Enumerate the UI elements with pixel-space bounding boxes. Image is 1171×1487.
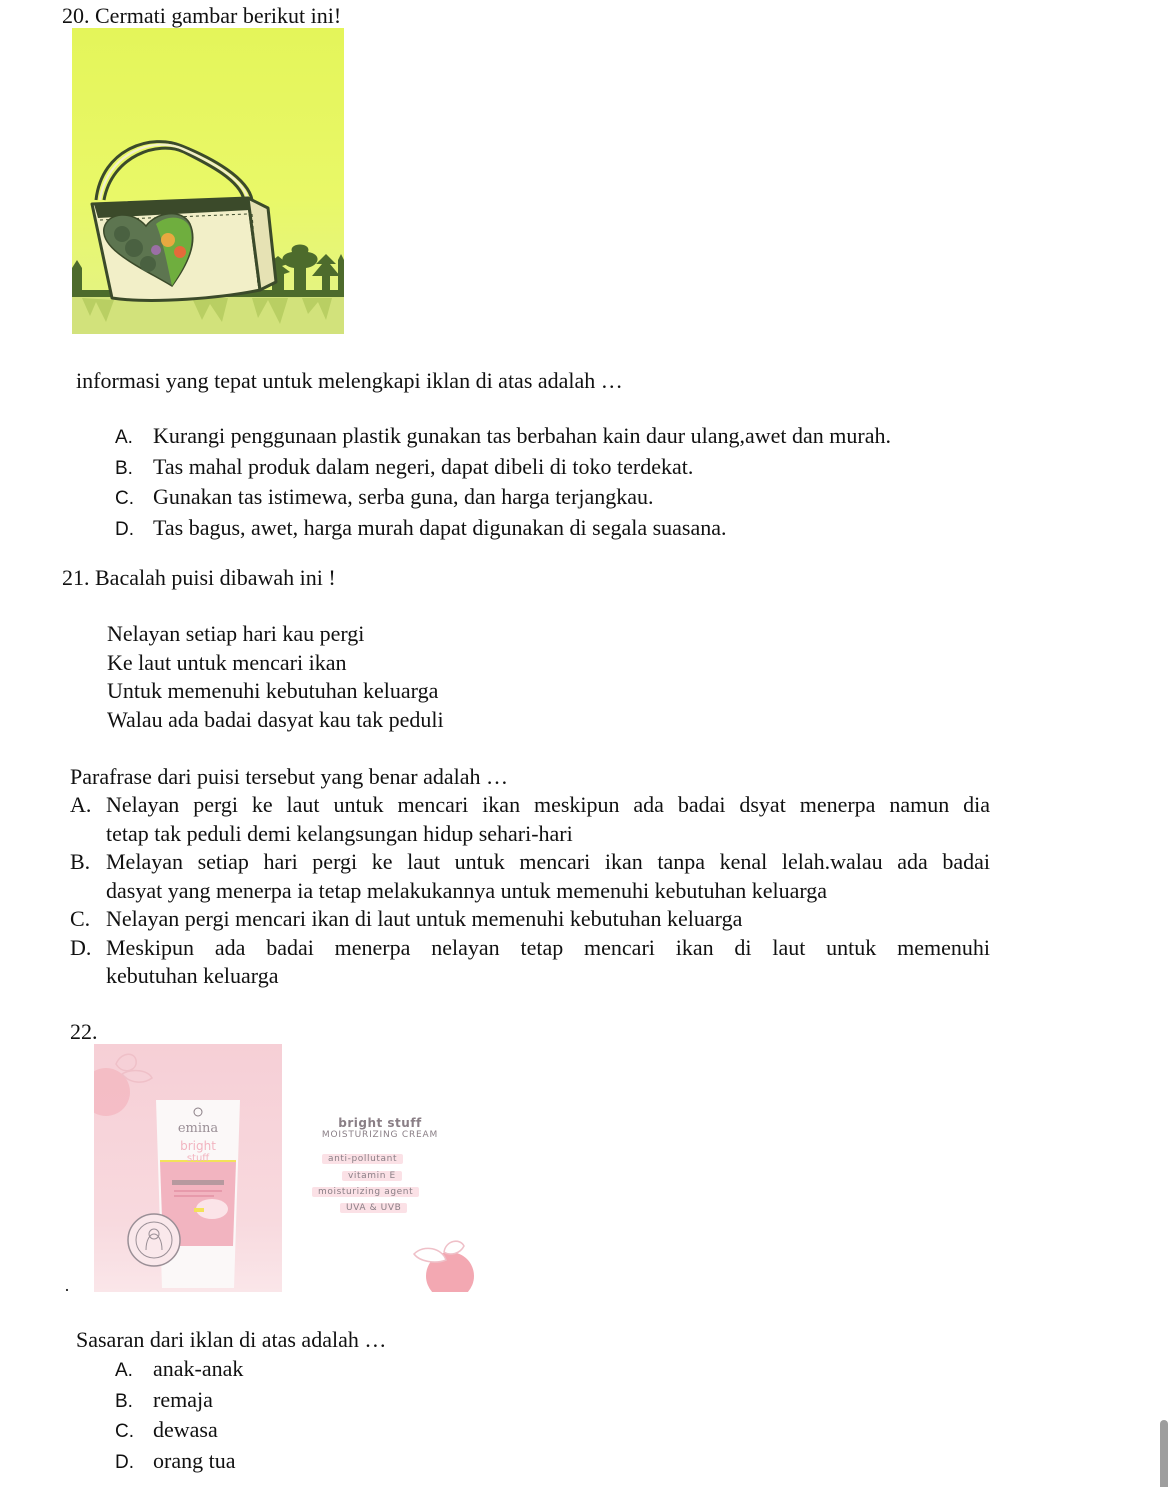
q20-option-c[interactable]: C. Gunakan tas istimewa, serba guna, dan harga terjangkau. (115, 484, 654, 509)
q20-ad-image (72, 28, 344, 334)
poem-line: Walau ada badai dasyat kau tak peduli (107, 706, 444, 732)
q22-option-d[interactable]: D. orang tua (115, 1447, 236, 1473)
product-panel (94, 1044, 282, 1292)
q22-option-c[interactable]: C. dewasa (115, 1417, 218, 1442)
peach-decoration (404, 1236, 475, 1292)
q21-poem (107, 620, 444, 734)
feature-tag: moisturizing agent (312, 1187, 419, 1197)
q21-heading: 21. Bacalah puisi dibawah ini ! (62, 565, 336, 590)
q22-options (115, 1355, 243, 1477)
q20-option-b[interactable]: B. Tas mahal produk dalam negeri, dapat dibeli di toko terdekat. (115, 453, 694, 479)
q22-ad-image (94, 1044, 475, 1292)
q21-option-a[interactable]: A. Nelayan pergi ke laut untuk mencari ikan meskipun ada badai dsyat menerpa namun dia tetap tak peduli demi kelangsungan hidup sehari-hari (70, 792, 990, 846)
ad-title: bright stuff (338, 1116, 422, 1130)
brand-label: emina (177, 1121, 219, 1136)
feature-tag: vitamin E (342, 1171, 402, 1181)
poem-line: Untuk memenuhi kebutuhan keluarga (107, 678, 439, 703)
q21-options (70, 791, 990, 991)
poem-line: Nelayan setiap hari kau pergi (107, 621, 365, 646)
q20-option-d[interactable]: D. Tas bagus, awet, harga murah dapat digunakan di segala suasana. (115, 514, 727, 540)
q22-option-a[interactable]: A. anak-anak (115, 1356, 244, 1381)
q22-prompt: Sasaran dari iklan di atas adalah … (76, 1327, 387, 1352)
tote-bag-illustration (72, 28, 344, 334)
q21-option-b[interactable]: B. Melayan setiap hari pergi ke laut untuk mencari ikan tanpa kenal lelah.walau ada badai dasyat yang menerpa ia tetap melakukannya untuk memenuhi kebutuhan keluarga (70, 849, 990, 903)
q22-heading: 22. (70, 1019, 98, 1044)
poem-line: Ke laut untuk mencari ikan (107, 649, 347, 675)
svg-text:bright: bright (180, 1139, 216, 1153)
cream-tube-illustration (94, 1044, 282, 1292)
ad-subtitle: MOISTURIZING CREAM (321, 1130, 439, 1140)
q20-heading: 20. Cermati gambar berikut ini! (62, 3, 342, 28)
q21-option-c[interactable]: C. Nelayan pergi mencari ikan di laut untuk memenuhi kebutuhan keluarga (70, 906, 743, 931)
stray-mark: · (64, 1280, 70, 1300)
q20-option-a[interactable]: A. Kurangi penggunaan plastik gunakan tas berbahan kain daur ulang,awet dan murah. (115, 423, 891, 448)
feature-tag: UVA & UVB (340, 1203, 407, 1213)
q21-prompt: Parafrase dari puisi tersebut yang benar adalah … (70, 764, 508, 789)
q22-option-b[interactable]: B. remaja (115, 1386, 213, 1412)
q20-prompt: informasi yang tepat untuk melengkapi iklan di atas adalah … (76, 368, 623, 393)
scrollbar-thumb[interactable] (1160, 1420, 1168, 1487)
svg-text:stuff: stuff (186, 1153, 210, 1164)
q21-option-d[interactable]: D. Meskipun ada badai menerpa nelayan tetap mencari ikan di laut untuk memenuhi kebutuhan keluarga (70, 934, 990, 988)
feature-tag: anti-pollutant (322, 1154, 403, 1164)
q20-options (115, 422, 891, 544)
